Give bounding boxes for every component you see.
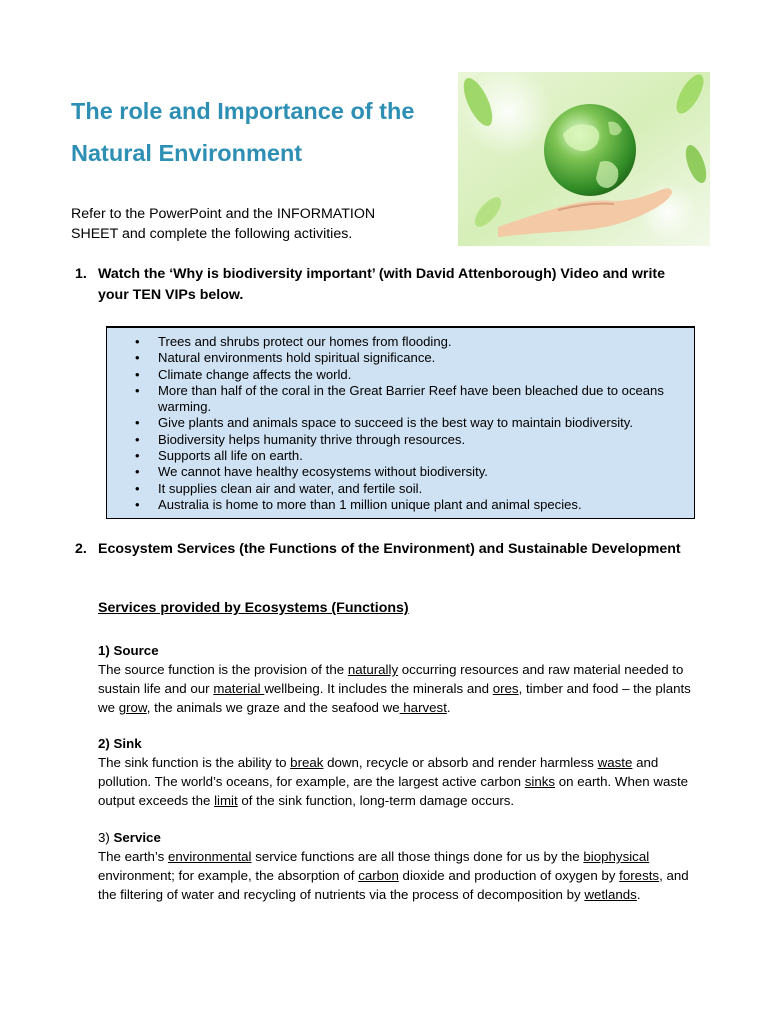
source-heading: 1) Source	[98, 643, 159, 658]
bullet-icon: •	[135, 334, 140, 349]
question-2-number: 2.	[75, 541, 87, 557]
vip-item: • Trees and shrubs protect our homes from flooding.	[135, 334, 452, 349]
bullet-icon: •	[135, 496, 140, 512]
question-2-text: Ecosystem Services (the Functions of the Environment) and Sustainable Development	[98, 541, 681, 557]
intro-line-2: SHEET and complete the following activities.	[71, 226, 353, 242]
question-2	[75, 539, 695, 560]
bullet-icon: •	[135, 350, 140, 366]
globe-in-hand-image	[458, 72, 710, 246]
service-text: The earth’s environmental service functions are all those things done for us by the biophysical environment; for example, the absorption of carbon dioxide and production of oxygen by forests, and the filtering of water and recycling of nutrients via the process of decomposition by wetlands.	[98, 849, 689, 902]
intro-text	[71, 204, 441, 244]
vip-item: • Biodiversity helps humanity thrive through resources.	[135, 431, 466, 447]
service-section	[98, 828, 698, 904]
intro-line-1: Refer to the PowerPoint and the INFORMATION	[71, 206, 376, 222]
bullet-icon: •	[135, 464, 140, 480]
source-section	[98, 641, 698, 717]
service-heading: 3) Service	[98, 830, 161, 845]
services-heading: Services provided by Ecosystems (Functions)	[98, 600, 409, 616]
bullet-icon: •	[135, 431, 140, 447]
vip-item: • Give plants and animals space to succeed is the best way to maintain biodiversity.	[135, 415, 634, 431]
question-1	[75, 264, 695, 306]
bullet-icon: •	[135, 480, 140, 496]
vip-box	[106, 326, 695, 519]
sink-section	[98, 734, 698, 810]
sink-heading: 2) Sink	[98, 736, 142, 751]
source-text: The source function is the provision of the naturally occurring resources and raw material needed to sustain life and our material wellbeing. It includes the minerals and ores, timber and food – the plants we grow, the animals we graze and the seafood we harvest.	[98, 662, 691, 715]
title-line-1: The role and Importance of the	[71, 98, 415, 124]
sink-text: The sink function is the ability to break down, recycle or absorb and render harmless waste and pollution. The world’s oceans, for example, are the largest active carbon sinks on earth. When waste output exceeds the limit of the sink function, long-term damage occurs.	[98, 755, 689, 808]
bullet-icon: •	[135, 366, 140, 382]
vip-item: • It supplies clean air and water, and fertile soil.	[135, 480, 423, 496]
vip-item: • Australia is home to more than 1 million unique plant and animal species.	[135, 496, 582, 512]
question-1-number: 1.	[75, 266, 87, 282]
title-line-2: Natural Environment	[71, 140, 303, 166]
vip-list	[107, 328, 694, 513]
bullet-icon: •	[135, 448, 140, 464]
page-title	[71, 90, 451, 174]
vip-item: • We cannot have healthy ecosystems without biodiversity.	[135, 464, 488, 480]
vip-item: • Climate change affects the world.	[135, 366, 352, 382]
vip-item: • More than half of the coral in the Great Barrier Reef have been bleached due to oceans warming.	[135, 382, 664, 415]
vip-item: • Supports all life on earth.	[135, 448, 303, 464]
question-1-text: Watch the ‘Why is biodiversity important’ (with David Attenborough) Video and write your TEN VIPs below.	[98, 266, 666, 303]
vip-item: • Natural environments hold spiritual significance.	[135, 350, 436, 366]
bullet-icon: •	[135, 382, 140, 398]
bullet-icon: •	[135, 415, 140, 431]
